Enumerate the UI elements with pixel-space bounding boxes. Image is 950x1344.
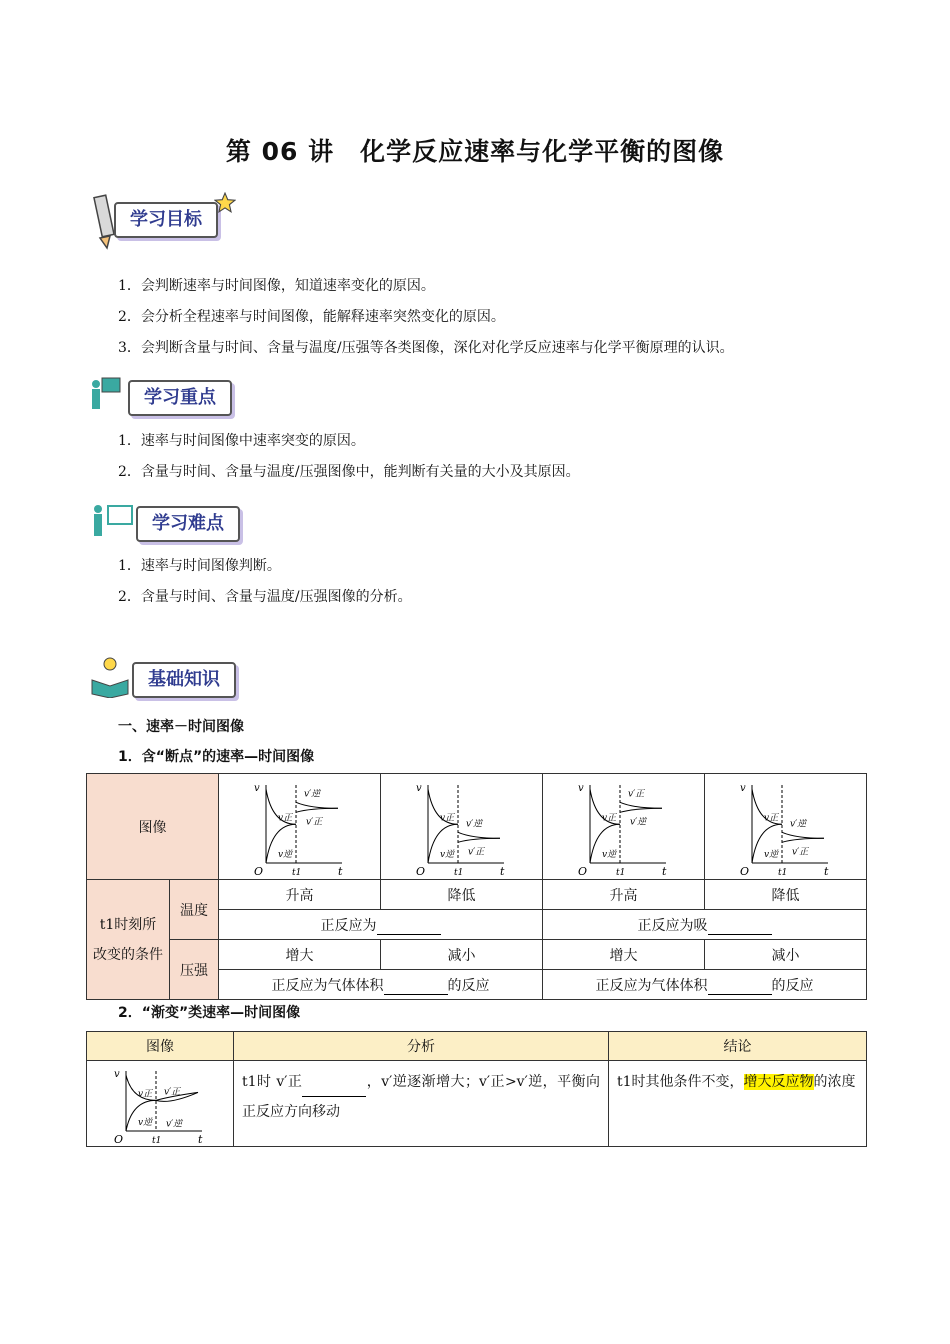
difficult-list: [118, 551, 412, 613]
v-prime-forward-curve: [620, 802, 662, 808]
origin-label: O: [739, 864, 749, 877]
graph-cell-2: [381, 774, 543, 880]
table-cell: 升高: [219, 880, 381, 910]
condition-row-head: t1时刻所改变的条件: [87, 880, 170, 1000]
v-prime-label: v′正: [627, 788, 644, 799]
conclusion-text: 的浓度: [813, 1074, 856, 1090]
star-icon: [214, 192, 236, 214]
basics-label: 基础知识: [132, 662, 236, 698]
v-forward-label: v正: [138, 1088, 153, 1099]
rate-time-graph: [412, 777, 512, 877]
v-prime-reverse-curve: [782, 838, 824, 842]
t1-label: t1: [291, 867, 301, 877]
rate-time-graph: [574, 777, 674, 877]
v-prime-label: v′正: [305, 816, 322, 827]
t1-label: t1: [777, 867, 787, 877]
axis-label-t: t: [823, 864, 828, 877]
breakpoint-table: [86, 773, 867, 1000]
v-forward-label: v正: [277, 812, 292, 823]
book-bulb-icon: [88, 656, 132, 698]
v-prime-reverse-curve: [458, 838, 500, 842]
graph-cell-4: [705, 774, 867, 880]
v-prime-reverse-curve: [620, 808, 662, 812]
axis-label-v: v: [739, 782, 746, 794]
v-reverse-label: v逆: [138, 1117, 153, 1128]
note-text: 正反应为气体体积: [271, 977, 384, 994]
v-prime-label: v′正: [164, 1086, 181, 1097]
image-header: 图像: [87, 774, 219, 880]
temperature-label: 温度: [170, 880, 219, 940]
axis-label-v: v: [415, 782, 422, 794]
fill-blank[interactable]: [708, 920, 772, 935]
v-reverse-label: v逆: [439, 849, 454, 860]
axis-label-v: v: [253, 782, 260, 794]
goals-list: [118, 271, 734, 364]
axis-label-v: v: [114, 1068, 120, 1080]
table-cell: 减小: [381, 940, 543, 970]
heading-gradual: 2．“渐变”类速率—时间图像: [118, 1005, 301, 1021]
fill-blank[interactable]: [384, 980, 448, 995]
table-cell: [543, 970, 867, 1000]
heading-rate-time: 一、速率－时间图像: [118, 719, 244, 735]
v-prime-label: v′逆: [465, 818, 482, 829]
fill-blank[interactable]: [708, 980, 772, 995]
analysis-text: ，v′逆逐渐增大；v′正>v′逆，平衡向正反应方向移动: [242, 1074, 600, 1120]
column-header: 图像: [87, 1032, 234, 1061]
table-cell: [219, 970, 543, 1000]
list-item: 2．含量与时间、含量与温度/压强图像的分析。: [118, 589, 412, 605]
column-header: 结论: [609, 1032, 867, 1061]
table-cell: [219, 910, 543, 940]
pressure-label: 压强: [170, 940, 219, 1000]
table-cell: 增大: [219, 940, 381, 970]
goals-label: 学习目标: [114, 202, 218, 238]
v-prime-forward-curve: [296, 802, 338, 808]
gradual-table: [86, 1031, 867, 1147]
table-cell: 升高: [543, 880, 705, 910]
t1-label: t1: [615, 867, 625, 877]
note-text: 正反应为: [320, 917, 377, 934]
presenter-icon: [88, 500, 138, 542]
table-cell: [543, 910, 867, 940]
analysis-cell: [234, 1061, 609, 1147]
rate-time-graph: [250, 777, 350, 877]
axis-label-v: v: [577, 782, 584, 794]
v-prime-reverse-curve: [296, 808, 338, 812]
fill-blank[interactable]: [377, 920, 441, 935]
list-item: 1．速率与时间图像中速率突变的原因。: [118, 433, 365, 449]
list-item: 1．速率与时间图像判断。: [118, 558, 281, 574]
table-cell: 减小: [705, 940, 867, 970]
list-item: 2．含量与时间、含量与温度/压强图像中，能判断有关量的大小及其原因。: [118, 464, 580, 480]
graph-cell-3: [543, 774, 705, 880]
highlighted-text: 增大反应物: [743, 1074, 814, 1090]
v-prime-forward-curve: [782, 832, 824, 838]
teacher-board-icon: [88, 374, 122, 416]
list-item: 2．会分析全程速率与时间图像，能解释速率突然变化的原因。: [118, 309, 505, 325]
axis-label-t: t: [337, 864, 342, 877]
note-text: 的反应: [447, 977, 490, 994]
list-item: 3．会判断含量与时间、含量与温度/压强等各类图像，深化对化学反应速率与化学平衡原理的认识。: [118, 340, 734, 356]
v-prime-label: v′逆: [789, 818, 806, 829]
origin-label: O: [415, 864, 425, 877]
v-prime-forward-curve: [458, 832, 500, 838]
axis-label-t: t: [499, 864, 504, 877]
heading-breakpoint: 1．含“断点”的速率—时间图像: [118, 749, 315, 765]
basics-badge: [88, 656, 258, 698]
v-reverse-label: v逆: [601, 849, 616, 860]
v-prime-label: v′正: [791, 846, 808, 857]
conclusion-cell: [609, 1061, 867, 1147]
v-forward-label: v正: [439, 812, 454, 823]
v-prime-label: v′逆: [629, 816, 646, 827]
v-reverse-label: v逆: [763, 849, 778, 860]
t1-label: t1: [152, 1135, 162, 1145]
rate-time-graph: [736, 777, 836, 877]
difficult-badge: [88, 500, 258, 542]
table-cell: 降低: [705, 880, 867, 910]
origin-label: O: [253, 864, 263, 877]
note-text: 正反应为气体体积: [595, 977, 708, 994]
fill-blank[interactable]: [302, 1082, 366, 1097]
table-cell: 降低: [381, 880, 543, 910]
axis-label-t: t: [661, 864, 666, 877]
graph-cell-1: [219, 774, 381, 880]
column-header: 分析: [234, 1032, 609, 1061]
table-cell: 增大: [543, 940, 705, 970]
origin-label: O: [577, 864, 587, 877]
key-list: [118, 426, 580, 488]
v-prime-label: v′正: [467, 846, 484, 857]
list-item: 1．会判断速率与时间图像，知道速率变化的原因。: [118, 278, 435, 294]
rate-time-graph: [110, 1063, 210, 1145]
note-text: 的反应: [771, 977, 814, 994]
goals-badge: [88, 196, 248, 238]
origin-label: O: [114, 1132, 124, 1145]
key-badge: [88, 374, 248, 416]
v-reverse-label: v逆: [277, 849, 292, 860]
page-title: 第 06 讲 化学反应速率与化学平衡的图像: [225, 137, 725, 166]
note-text: 正反应为吸: [637, 917, 708, 934]
v-prime-label: v′逆: [166, 1118, 183, 1129]
difficult-label: 学习难点: [136, 506, 240, 542]
v-forward-label: v正: [601, 812, 616, 823]
analysis-text: t1时 v′正: [242, 1074, 303, 1090]
v-prime-label: v′逆: [303, 788, 320, 799]
conclusion-text: t1时其他条件不变，: [617, 1074, 744, 1090]
t1-label: t1: [453, 867, 463, 877]
graph-cell: [87, 1061, 234, 1147]
axis-label-t: t: [198, 1132, 203, 1145]
key-label: 学习重点: [128, 380, 232, 416]
v-forward-label: v正: [763, 812, 778, 823]
